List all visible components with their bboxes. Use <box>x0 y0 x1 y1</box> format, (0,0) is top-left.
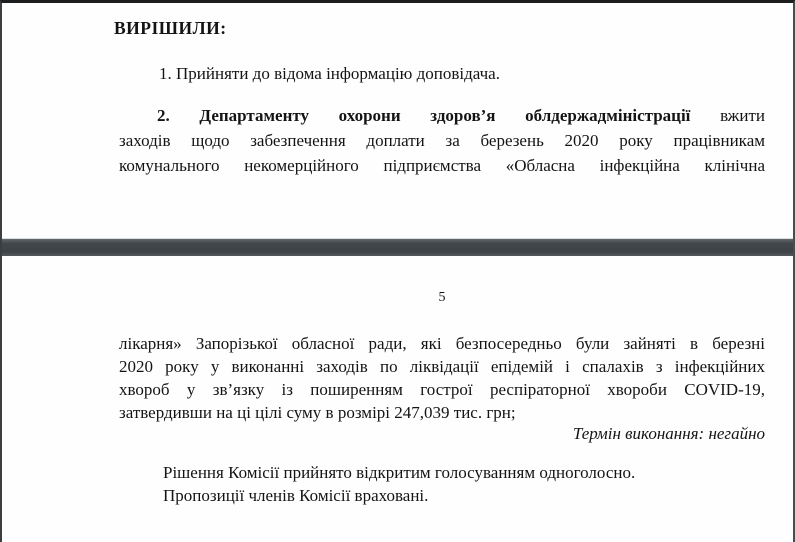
decision-item-1: 1. Прийняти до відома інформацію доповідача. <box>159 64 500 83</box>
paragraph-line-2: 2020 року у виконанні заходів по ліквідації епідемій і спалахів з інфекційних <box>119 357 765 376</box>
decision-item-2-line-1 <box>119 104 765 128</box>
decision-item-2-line-2: заходів щодо забезпечення доплати за березень 2020 року працівникам <box>119 131 765 150</box>
resolved-heading: ВИРІШИЛИ: <box>114 18 227 38</box>
decision-item-2-line-3: комунального некомерційного підприємства «Обласна інфекційна клінічна <box>119 156 765 175</box>
paragraph-line-3: хвороб у зв’язку із поширенням гострої респіраторної хвороби COVID-19, <box>119 380 765 399</box>
decision-result-line-2: Пропозиції членів Комісії враховані. <box>163 486 429 505</box>
decision-item-2-tail-text: вжити <box>720 106 766 125</box>
document-page-fragment-bottom <box>2 256 793 542</box>
decision-item-2-bold-text: 2. Департаменту охорони здоров’я облдержадміністрації <box>157 106 691 125</box>
page-break-separator <box>2 238 793 258</box>
deadline-note: Термін виконання: негайно <box>572 424 765 443</box>
page-number: 5 <box>438 290 446 305</box>
decision-result-line-1: Рішення Комісії прийнято відкритим голосуванням одноголосно. <box>163 463 636 482</box>
paragraph-line-4: затвердивши на ці цілі суму в розмірі 247,039 тис. грн; <box>119 403 516 422</box>
document-page-fragment-top <box>2 3 793 238</box>
paragraph-line-1: лікарня» Запорізької обласної ради, які безпосередньо були зайняті в березні <box>119 334 765 353</box>
